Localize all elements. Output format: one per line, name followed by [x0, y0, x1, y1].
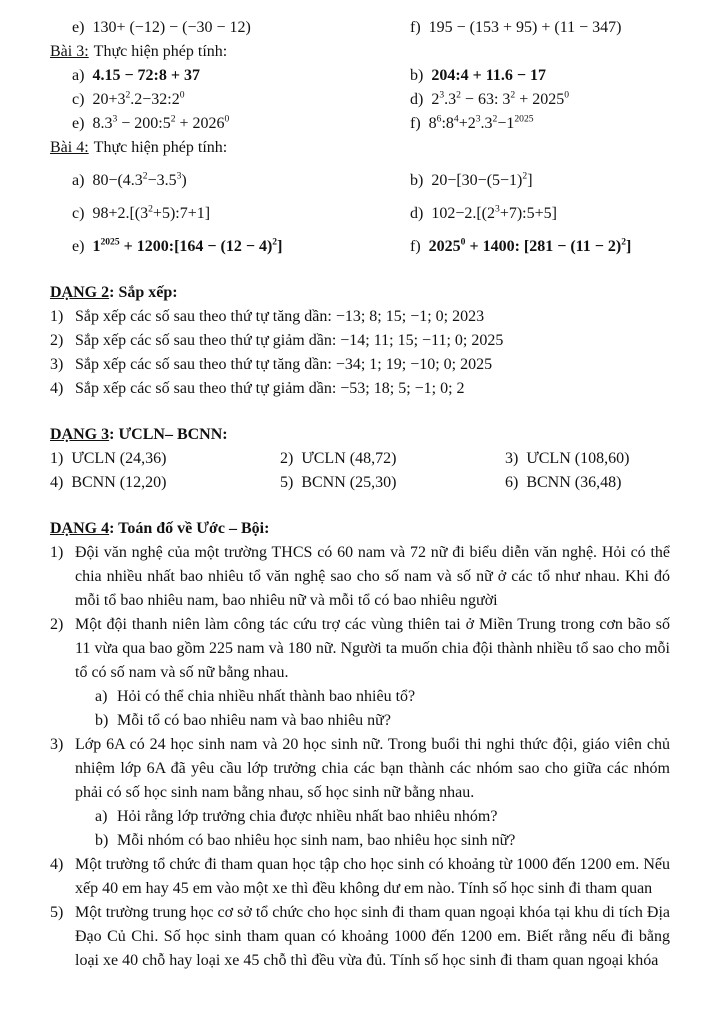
- sub-item-text: Hỏi rằng lớp trưởng chia được nhiều nhất bao nhiêu nhóm?: [117, 808, 498, 825]
- item-number: 4): [50, 380, 64, 397]
- item-label: e): [72, 238, 85, 255]
- section-heading: [50, 517, 670, 541]
- item-text: Sắp xếp các số sau theo thứ tự giảm dần: −53; 18; 5; −1; 0; 2: [75, 380, 465, 397]
- math-expression: $8.3^3$ − $200:5^2 + 2026^0$: [92, 113, 230, 132]
- problem-body: [75, 613, 670, 733]
- item-number: 1): [50, 450, 64, 467]
- item-label: e): [72, 115, 85, 132]
- sub-item-text: Mỗi tổ có bao nhiêu nam và bao nhiêu nữ?: [117, 712, 391, 729]
- exercise-cell: [50, 235, 410, 259]
- math-expression: 204:4 + 11.6 − 17: [431, 67, 547, 84]
- item-text: ƯCLN (48,72): [301, 450, 397, 467]
- problem-text: Đội văn nghệ của một trường THCS có 60 nam và 72 nữ đi biểu diễn văn nghệ. Hỏi có thể chia nhiều nhất bao nhiêu tổ văn nghệ sao cho số nam và số nữ ở các tổ như nhau. Khi đó mỗi tổ bao nhiêu nam, bao nhiêu nữ và mỗi tổ có bao nhiêu người: [75, 544, 670, 609]
- problem-text: Lớp 6A có 24 học sinh nam và 20 học sinh nữ. Trong buổi thi nghi thức đội, giáo viên chủ nhiệm lớp 6A đã yêu cầu lớp trưởng chia các bạn thành các nhóm sao cho giữa các nhóm phải có số học sinh nam bằng nhau, số học sinh nữ bằng nhau.: [75, 736, 670, 801]
- item-number: 3): [50, 356, 64, 373]
- exercise-row: [50, 112, 670, 136]
- math-expression: $98+2.[(3^2+5):7+1]$: [92, 203, 211, 222]
- problem-text: Một đội thanh niên làm công tác cứu trợ các vùng thiên tai ở Miền Trung trong cơn bão số 11 vừa qua bao gồm 225 nam và 180 nữ. Người ta muốn chia đội thành nhiều tổ sao cho mỗi tổ có số nam và số nữ bằng nhau.: [75, 616, 670, 681]
- problem-text: Một trường trung học cơ sở tổ chức cho học sinh đi tham quan ngoại khóa tại khu di tích Địa Đạo Củ Chi. Số học sinh tham quan có khoảng 1000 đến 1200 em. Biết rằng nếu đi bằng loại xe 40 chỗ hay loại xe 45 chỗ thì đều vừa đủ. Tính số học sinh đi tham quan ngoại khóa: [75, 904, 670, 969]
- section-dang3: [50, 423, 670, 495]
- word-problem: [50, 613, 670, 733]
- section-title: Thực hiện phép tính:: [93, 43, 228, 60]
- exercise-cell: [280, 471, 505, 495]
- list-item: [50, 353, 670, 377]
- item-text: Sắp xếp các số sau theo thứ tự tăng dần: −13; 8; 15; −1; 0; 2023: [75, 308, 485, 325]
- exercise-row: [50, 447, 670, 471]
- item-label: d): [410, 91, 424, 108]
- exercise-cell: [410, 88, 670, 112]
- section-label: DẠNG 2: [50, 284, 110, 301]
- section-bai4: [50, 136, 670, 259]
- item-number: 2): [50, 616, 64, 633]
- exercise-row: [50, 235, 670, 259]
- item-label: a): [72, 67, 85, 84]
- math-expression: $102-2.[(2^3+7):5+5]$: [431, 203, 557, 222]
- sub-item-text: Hỏi có thể chia nhiều nhất thành bao nhiêu tổ?: [117, 688, 416, 705]
- word-problem: [50, 541, 670, 613]
- exercise-cell: [50, 112, 410, 136]
- item-label: d): [410, 205, 424, 222]
- exercise-cell: [410, 169, 670, 193]
- math-expression: 130+ (−12) − (−30 − 12): [92, 19, 251, 36]
- sub-item-text: Mỗi nhóm có bao nhiêu học sinh nam, bao nhiêu học sinh nữ?: [117, 832, 516, 849]
- item-number: 1): [50, 544, 64, 561]
- section-label: DẠNG 3: [50, 426, 110, 443]
- exercise-row-continuation: [50, 16, 670, 40]
- exercise-cell: [50, 64, 410, 88]
- list-item: [50, 329, 670, 353]
- exercise-cell: [410, 235, 670, 259]
- exercise-row: [50, 169, 670, 193]
- item-label: f): [410, 238, 421, 255]
- item-text: ƯCLN (24,36): [71, 450, 167, 467]
- section-title: : Toán đố về Ước – Bội:: [109, 520, 270, 537]
- item-text: ƯCLN (108,60): [526, 450, 630, 467]
- section-heading: [50, 281, 670, 305]
- item-label: e): [72, 19, 85, 36]
- item-label: c): [72, 91, 85, 108]
- exercise-row: [50, 471, 670, 495]
- math-expression: $8^6:8^4+2^3.3^2-1^{2025}$: [428, 113, 534, 132]
- section-dang2: [50, 281, 670, 401]
- list-item: [50, 305, 670, 329]
- sub-item: [95, 709, 670, 733]
- exercise-cell: [50, 447, 280, 471]
- exercise-cell: [50, 16, 410, 40]
- section-dang4: [50, 517, 670, 973]
- list-item: [50, 377, 670, 401]
- math-expression: 195 − (153 + 95) + (11 − 347): [428, 19, 622, 36]
- exercise-cell: [410, 112, 670, 136]
- item-number: 3): [505, 450, 519, 467]
- item-label: b): [95, 832, 109, 849]
- problem-text: Một trường tổ chức đi tham quan học tập cho học sinh có khoảng từ 1000 đến 1200 em. Nếu xếp 40 em hay 45 em vào một xe thì đều không dư em nào. Tính số học sinh đi tham quan: [75, 856, 670, 897]
- section-title: : ƯCLN– BCNN:: [109, 426, 228, 443]
- sub-item: [95, 829, 670, 853]
- math-expression: $20+3^2.2-32:2^0$: [92, 89, 185, 108]
- section-label: Bài 3:: [50, 43, 89, 60]
- exercise-cell: [50, 169, 410, 193]
- sub-item: [95, 685, 670, 709]
- section-title: : Sắp xếp:: [109, 284, 178, 301]
- exercise-cell: [410, 202, 670, 226]
- exercise-row: [50, 88, 670, 112]
- item-label: a): [72, 172, 85, 189]
- item-label: c): [72, 205, 85, 222]
- section-bai3: [50, 40, 670, 136]
- section-heading: [50, 423, 670, 447]
- item-number: 6): [505, 474, 519, 491]
- math-expression: $2^3.3^2 - 63$: $3^2 + 2025^0$: [431, 89, 570, 108]
- item-number: 4): [50, 474, 64, 491]
- item-label: b): [95, 712, 109, 729]
- exercise-row: [50, 202, 670, 226]
- exercise-cell: [280, 447, 505, 471]
- math-expression: $20-[30-(5-1)^2]$: [431, 170, 533, 189]
- problem-body: [75, 733, 670, 853]
- math-expression: 4.15 − 72:8 + 37: [92, 67, 200, 84]
- item-number: 1): [50, 308, 64, 325]
- word-problem: [50, 733, 670, 853]
- section-label: Bài 4:: [50, 139, 89, 156]
- item-text: BCNN (36,48): [526, 474, 622, 491]
- section-label: DẠNG 4: [50, 520, 110, 537]
- item-text: Sắp xếp các số sau theo thứ tự giảm dần: −14; 11; 15; −11; 0; 2025: [75, 332, 504, 349]
- item-label: f): [410, 19, 421, 36]
- section-heading: [50, 136, 670, 160]
- math-expression: $2025^0 + 1400$: $[281 - (11 - 2)^2]$: [428, 236, 632, 255]
- item-number: 2): [280, 450, 294, 467]
- exercise-row: [50, 64, 670, 88]
- math-expression: $1^{2025}$ + 1200:[164 − $(12 - 4)^2$]: [92, 236, 283, 255]
- item-text: BCNN (25,30): [301, 474, 397, 491]
- item-label: f): [410, 115, 421, 132]
- exercise-cell: [50, 471, 280, 495]
- item-number: 5): [280, 474, 294, 491]
- word-problem: [50, 853, 670, 901]
- item-number: 2): [50, 332, 64, 349]
- math-expression: $80-(4.3^2-3.5^3)$: [92, 170, 187, 189]
- item-number: 4): [50, 856, 64, 873]
- item-label: a): [95, 688, 108, 705]
- item-number: 5): [50, 904, 64, 921]
- exercise-cell: [505, 447, 670, 471]
- section-heading: [50, 40, 670, 64]
- item-number: 3): [50, 736, 64, 753]
- item-label: b): [410, 67, 424, 84]
- exercise-cell: [50, 88, 410, 112]
- exercise-cell: [50, 202, 410, 226]
- sub-item: [95, 805, 670, 829]
- exercise-cell: [410, 16, 670, 40]
- item-label: a): [95, 808, 108, 825]
- section-title: Thực hiện phép tính:: [93, 139, 228, 156]
- word-problem: [50, 901, 670, 973]
- exercise-cell: [410, 64, 670, 88]
- item-text: Sắp xếp các số sau theo thứ tự tăng dần: −34; 1; 19; −10; 0; 2025: [75, 356, 493, 373]
- item-label: b): [410, 172, 424, 189]
- item-text: BCNN (12,20): [71, 474, 167, 491]
- exercise-cell: [505, 471, 670, 495]
